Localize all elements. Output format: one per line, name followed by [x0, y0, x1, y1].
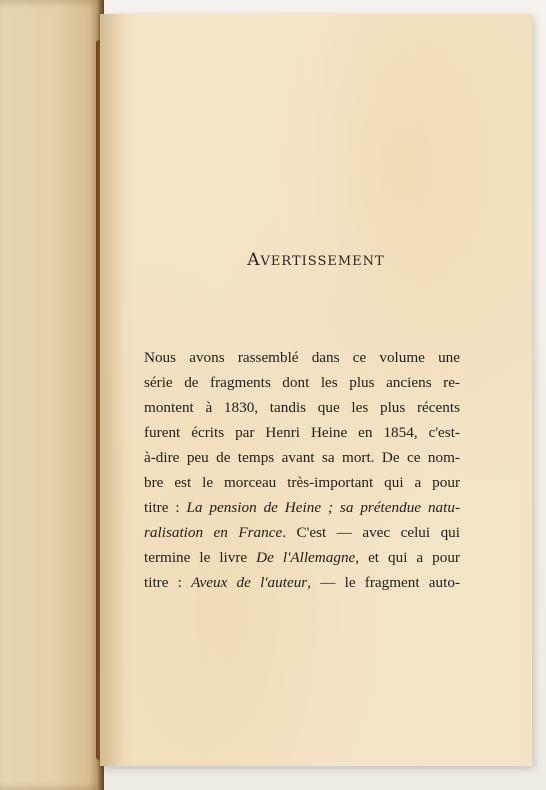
- text-line-2: série de fragments dont les plus anciens re-: [144, 374, 460, 391]
- line-9-italic: De l'Allemagne: [256, 549, 356, 566]
- body-text: [144, 345, 460, 595]
- page-heading: [100, 250, 532, 270]
- right-page: [100, 14, 532, 766]
- line-7-italic: La pension de Heine ; sa prétendue natu-: [186, 499, 460, 516]
- text-line-10: [144, 570, 460, 595]
- heading-rest: VERTISSEMENT: [260, 254, 385, 269]
- line-10-plain-b: , — le fragment auto-: [307, 574, 460, 591]
- line-8-plain: . C'est — avec celui qui: [282, 524, 460, 541]
- heading-initial: A: [247, 250, 261, 270]
- line-8-italic: ralisation en France: [144, 524, 283, 541]
- text-line-3: montent à 1830, tandis que les plus récents: [144, 399, 460, 416]
- text-line-4: furent écrits par Henri Heine en 1854, c'est-: [144, 424, 460, 441]
- line-10-italic: Aveux de l'auteur: [191, 574, 308, 591]
- left-page: [0, 0, 104, 790]
- line-9-plain-a: termine le livre: [144, 549, 257, 566]
- line-10-plain-a: titre :: [144, 574, 192, 591]
- text-line-5: à-dire peu de temps avant sa mort. De ce nom-: [144, 449, 460, 466]
- text-line-1: Nous avons rassemblé dans ce volume une: [144, 349, 460, 366]
- text-line-7: [144, 495, 460, 520]
- text-line-8: [144, 520, 460, 545]
- text-line-6: bre est le morceau très-important qui a pour: [144, 474, 460, 491]
- text-line-9: [144, 545, 460, 570]
- line-7-plain: titre :: [144, 499, 187, 516]
- line-9-plain-b: , et qui a pour: [355, 549, 460, 566]
